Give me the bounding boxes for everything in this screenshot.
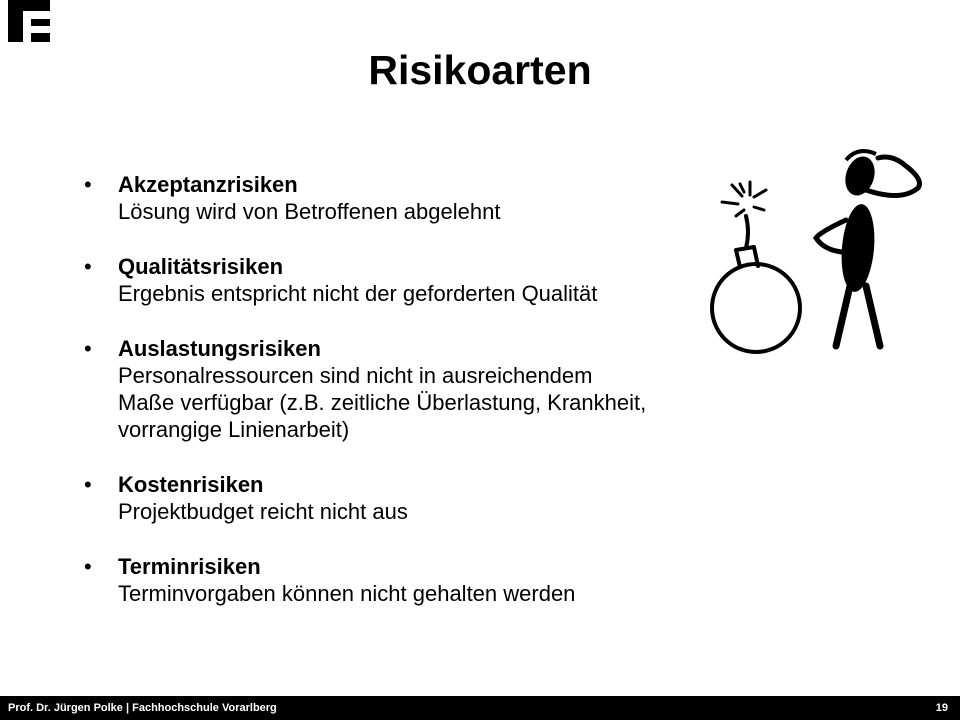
footer-text: Prof. Dr. Jürgen Polke | Fachhochschule Vorarlberg: [8, 702, 277, 714]
item-title: Qualitätsrisiken: [118, 254, 284, 279]
footer-bar: [0, 696, 960, 720]
list-item: [84, 471, 784, 525]
list-item: [84, 335, 784, 443]
fh-logo-icon: [8, 0, 50, 42]
item-description: Ergebnis entspricht nicht der geforderten Qualität: [118, 281, 598, 306]
bullet: •: [84, 554, 92, 579]
bullet: •: [84, 472, 92, 497]
bullet: •: [84, 336, 92, 361]
item-description: Projektbudget reicht nicht aus: [118, 499, 408, 524]
item-description: Terminvorgaben können nicht gehalten werden: [118, 581, 576, 606]
page-number: 19: [935, 702, 948, 714]
bullet: •: [84, 172, 92, 197]
bomb-and-worried-figure-icon: [706, 140, 936, 360]
item-description: Personalressourcen sind nicht in ausreichendem Maße verfügbar (z.B. zeitliche Überlastung, Krankheit, vorrangige Linienarbeit): [118, 363, 647, 442]
slide-title: Risikoarten: [368, 47, 592, 93]
list-item: [84, 253, 784, 307]
item-title: Auslastungsrisiken: [118, 336, 321, 361]
list-item: [84, 553, 784, 607]
item-title: Akzeptanzrisiken: [118, 172, 298, 197]
list-item: [84, 171, 784, 225]
item-title: Kostenrisiken: [118, 472, 264, 497]
item-title: Terminrisiken: [118, 554, 261, 579]
risk-list: [84, 171, 784, 635]
item-description: Lösung wird von Betroffenen abgelehnt: [118, 199, 501, 224]
bullet: •: [84, 254, 92, 279]
